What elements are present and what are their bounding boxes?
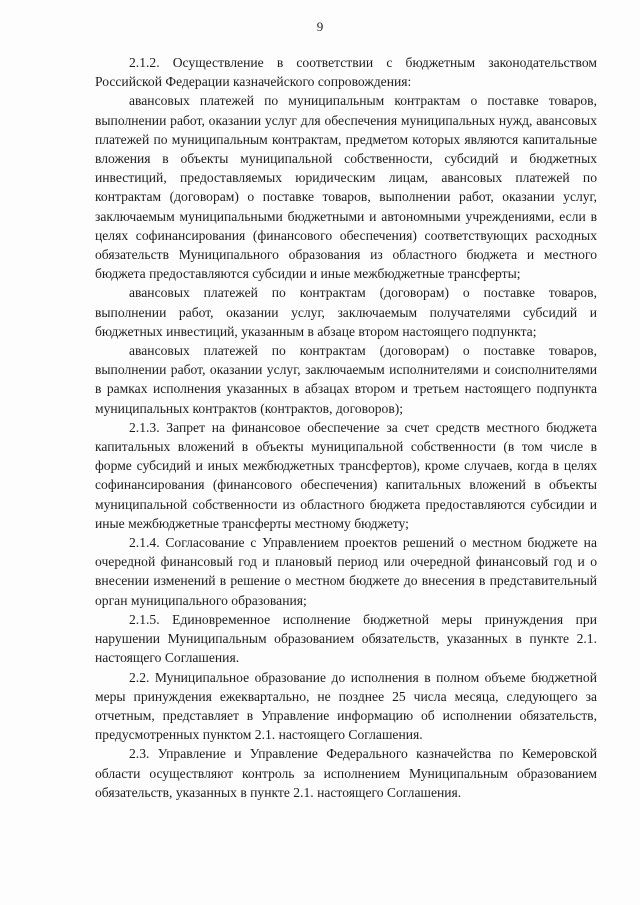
- paragraph-advance-payments-contractors: авансовых платежей по контрактам (договорам) о поставке товаров, выполнении работ, оказании услуг, заключаемым исполнителями и соисполнителями в рамках исполнения указанных в абзацах втором и третьем настоящего подпункта муниципальных контрактов (контрактов, договоров);: [95, 343, 597, 416]
- paragraph-2-1-2: 2.1.2. Осуществление в соответствии с бюджетным законодательством Российской Федерации казначейского сопровождения:: [95, 55, 597, 90]
- paragraph-advance-payments-recipients: авансовых платежей по контрактам (договорам) о поставке товаров, выполнении работ, оказании услуг, заключаемым получателями субсидий и бюджетных инвестиций, указанным в абзаце втором настоящего подпункта;: [95, 285, 597, 339]
- paragraph-2-1-3: 2.1.3. Запрет на финансовое обеспечение за счет средств местного бюджета капитальных вложений в объекты муниципальной собственности (в том числе в форме субсидий и иных межбюджетных трансфертов), кроме случаев, когда в целях софинансирования (финансового обеспечения) капитальных вложений в объекты муниципальной собственности из областного бюджета предоставляются субсидии и иные межбюджетные трансферты местному бюджету;: [95, 419, 597, 531]
- document-body: [95, 53, 597, 802]
- paragraph-advance-payments-municipal: авансовых платежей по муниципальным контрактам о поставке товаров, выполнении работ, оказании услуг для обеспечения муниципальных нужд, авансовых платежей по муниципальным контрактам, предметом которых являются капитальные вложения в объекты муниципальной собственности, субсидий и бюджетных инвестиций, предоставляемых юридическим лицам, авансовых платежей по контрактам (договорам) о поставке товаров, выполнении работ, оказании услуг, заключаемым муниципальными бюджетными и автономными учреждениями, если в целях софинансирования (финансового обеспечения) соответствующих расходных обязательств Муниципального образования из областного бюджета и местного бюджета предоставляются субсидии и иные межбюджетные трансферты;: [95, 93, 597, 282]
- paragraph-2-1-4: 2.1.4. Согласование с Управлением проектов решений о местном бюджете на очередной финансовый год и плановый период или очередной финансовый год и о внесении изменений в решение о местном бюджете до внесения в представительный орган муниципального образования;: [95, 535, 597, 608]
- paragraph-2-3: 2.3. Управление и Управление Федерального казначейства по Кемеровской области осуществляют контроль за исполнением Муниципальным образованием обязательств, указанных в пункте 2.1. настоящего Соглашения.: [95, 746, 597, 800]
- paragraph-2-1-5: 2.1.5. Единовременное исполнение бюджетной меры принуждения при нарушении Муниципальным образованием обязательств, указанных в пункте 2.1. настоящего Соглашения.: [95, 611, 597, 666]
- paragraph-2-2: 2.2. Муниципальное образование до исполнения в полном объеме бюджетной меры принуждения ежеквартально, не позднее 25 числа месяца, следующего за отчетным, представляет в Управление информацию об исполнении обязательств, предусмотренных пунктом 2.1. настоящего Соглашения.: [95, 669, 597, 743]
- page-number: 9: [316, 19, 324, 34]
